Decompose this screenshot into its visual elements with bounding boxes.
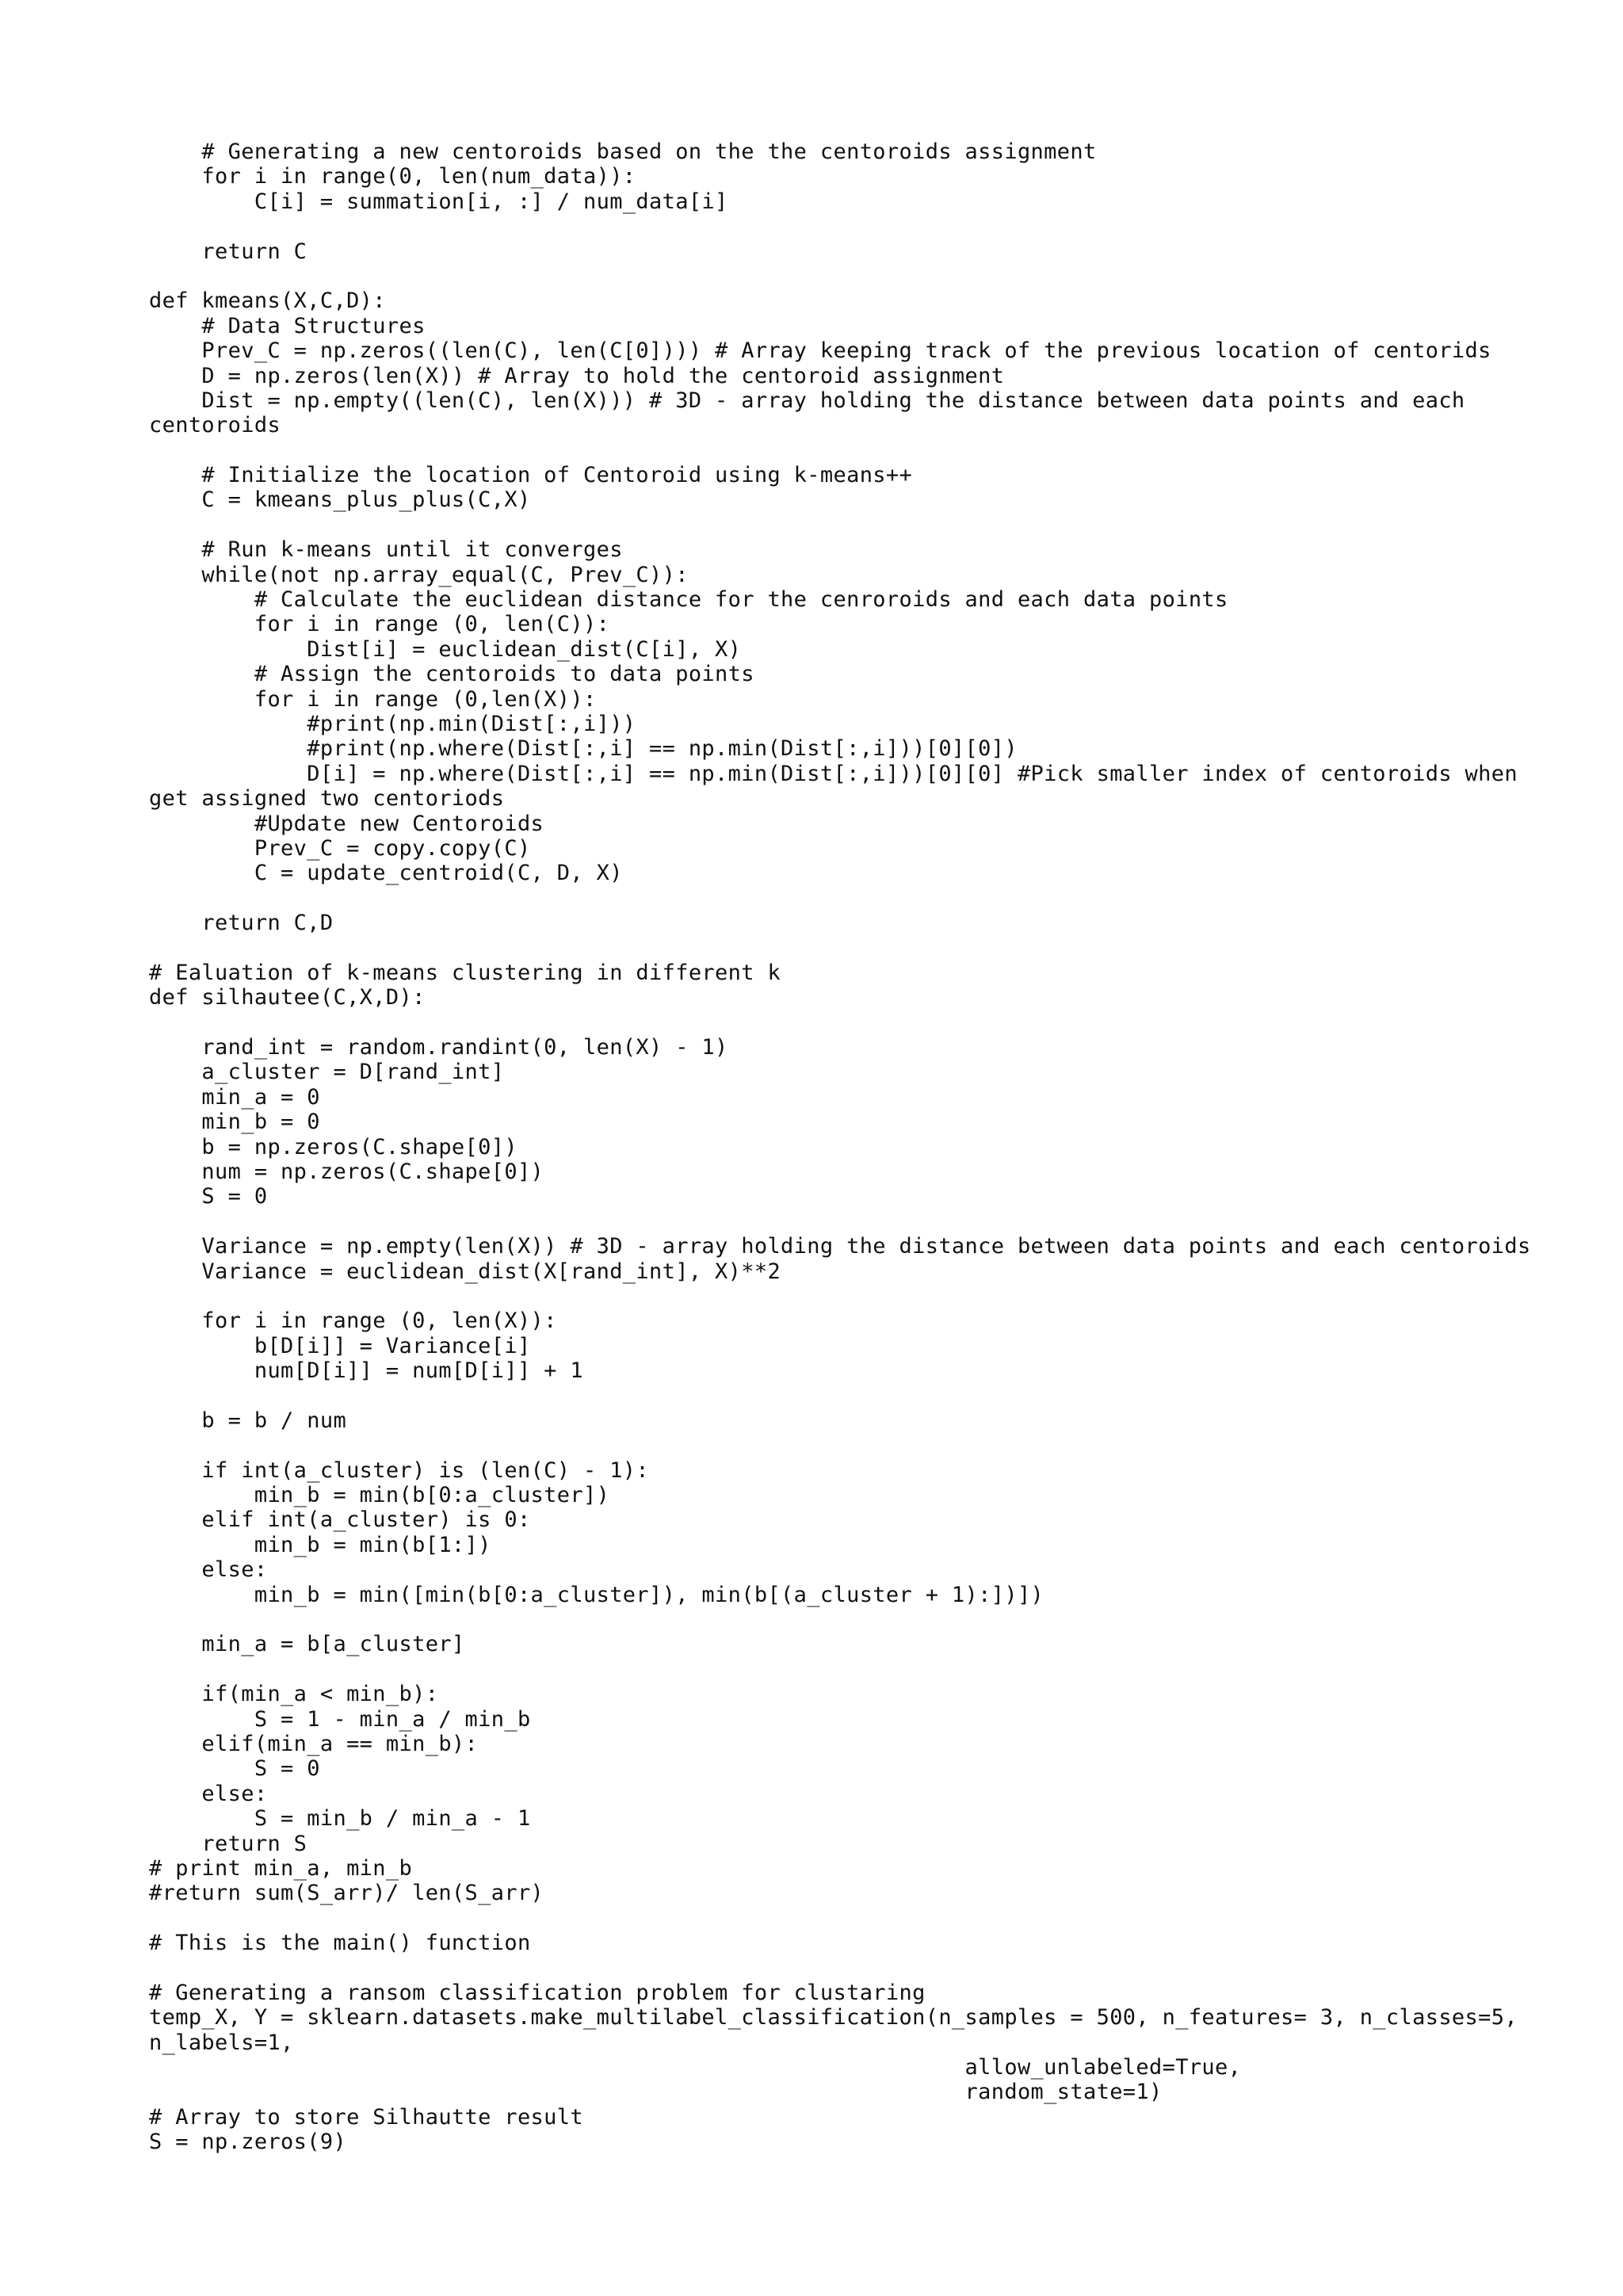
code-line: random_state=1): [149, 2080, 1163, 2105]
code-line: # Generating a ransom classification problem for clustaring: [149, 1980, 926, 2005]
code-line: [149, 1956, 1496, 1981]
code-line: # Ealuation of k-means clustering in different k: [149, 960, 781, 985]
code-line: # print min_a, min_b: [149, 1855, 413, 1881]
code-line: centoroids: [149, 413, 281, 438]
code-line: min_a = 0: [149, 1084, 320, 1110]
code-line: else:: [149, 1557, 268, 1583]
code-line: for i in range (0,len(X)):: [149, 686, 597, 712]
code-line: n_labels=1,: [149, 2030, 294, 2055]
code-line: min_b = min(b[0:a_cluster]): [149, 1483, 610, 1508]
code-line: min_b = min([min(b[0:a_cluster]), min(b[(a_cluster + 1):])]): [149, 1582, 1044, 1607]
code-line: # Calculate the euclidean distance for the cenroroids and each data points: [149, 587, 1228, 613]
code-line: def silhautee(C,X,D):: [149, 985, 426, 1010]
code-line: #Update new Centoroids: [149, 811, 544, 836]
code-line: S = 0: [149, 1184, 268, 1209]
code-line: elif(min_a == min_b):: [149, 1732, 479, 1756]
code-line: min_a = b[a_cluster]: [149, 1632, 465, 1657]
code-line: num = np.zeros(C.shape[0]): [149, 1159, 544, 1185]
code-line: [149, 1433, 1496, 1457]
code-line: C[i] = summation[i, :] / num_data[i]: [149, 189, 728, 214]
code-line: b[D[i]] = Variance[i]: [149, 1333, 531, 1358]
code-line: num[D[i]] = num[D[i]] + 1: [149, 1358, 583, 1384]
code-line: S = min_b / min_a - 1: [149, 1806, 531, 1832]
code-line: [149, 936, 1496, 961]
code-line: C = kmeans_plus_plus(C,X): [149, 487, 531, 513]
code-line: min_b = 0: [149, 1110, 320, 1135]
code-line: Dist = np.empty((len(C), len(X))) # 3D - array holding the distance between data points and each: [149, 388, 1465, 413]
code-line: # Initialize the location of Centoroid using k-means++: [149, 463, 913, 488]
code-line: Dist[i] = euclidean_dist(C[i], X): [149, 636, 742, 662]
code-line: # Run k-means until it converges: [149, 537, 623, 563]
code-line: for i in range (0, len(C)):: [149, 612, 610, 637]
code-line: return C,D: [149, 911, 334, 936]
code-line: else:: [149, 1781, 268, 1806]
code-line: Variance = euclidean_dist(X[rand_int], X)**2: [149, 1259, 781, 1284]
code-line: Prev_C = copy.copy(C): [149, 835, 531, 861]
code-line: rand_int = random.randint(0, len(X) - 1): [149, 1035, 728, 1060]
code-line: def kmeans(X,C,D):: [149, 288, 386, 314]
code-line: for i in range(0, len(num_data)):: [149, 164, 636, 189]
code-line: get assigned two centoriods: [149, 786, 505, 812]
code-line: D[i] = np.where(Dist[:,i] == np.min(Dist[:,i]))[0][0] #Pick smaller index of centoroids when: [149, 761, 1518, 786]
code-line: for i in range (0, len(X)):: [149, 1308, 557, 1334]
code-listing: [149, 139, 1531, 2155]
code-line: elif int(a_cluster) is 0:: [149, 1507, 531, 1533]
code-line: temp_X, Y = sklearn.datasets.make_multilabel_classification(n_samples = 500, n_features= 3, n_classes=5,: [149, 2005, 1518, 2030]
code-line: b = np.zeros(C.shape[0]): [149, 1134, 517, 1159]
code-line: while(not np.array_equal(C, Prev_C)):: [149, 562, 689, 587]
code-line: # This is the main() function: [149, 1931, 531, 1956]
code-line: # Generating a new centoroids based on the the centoroids assignment: [149, 139, 1097, 164]
code-line: S = 0: [149, 1756, 320, 1782]
code-line: [149, 438, 1496, 463]
code-line: [149, 1657, 1496, 1682]
code-line: D = np.zeros(len(X)) # Array to hold the centoroid assignment: [149, 363, 1005, 388]
code-line: [149, 1384, 1496, 1408]
code-line: S = 1 - min_a / min_b: [149, 1706, 531, 1732]
code-line: # Data Structures: [149, 313, 426, 338]
code-line: [149, 886, 1496, 911]
code-line: S = np.zeros(9): [149, 2130, 347, 2155]
code-line: min_b = min(b[1:]): [149, 1532, 491, 1557]
code-line: #return sum(S_arr)/ len(S_arr): [149, 1881, 544, 1906]
code-line: if(min_a < min_b):: [149, 1682, 439, 1707]
code-line: [149, 1284, 1496, 1308]
code-line: [149, 1209, 1496, 1234]
code-line: [149, 1607, 1496, 1632]
code-line: a_cluster = D[rand_int]: [149, 1060, 505, 1085]
code-line: #print(np.where(Dist[:,i] == np.min(Dist[:,i]))[0][0]): [149, 736, 1018, 762]
code-line: if int(a_cluster) is (len(C) - 1):: [149, 1457, 650, 1483]
code-line: [149, 1906, 1496, 1931]
code-line: [149, 1010, 1496, 1035]
code-line: [149, 264, 1496, 288]
code-line: C = update_centroid(C, D, X): [149, 861, 623, 886]
code-line: b = b / num: [149, 1408, 347, 1433]
code-line: allow_unlabeled=True,: [149, 2055, 1242, 2080]
code-line: [149, 513, 1496, 537]
code-line: Prev_C = np.zeros((len(C), len(C[0]))) # Array keeping track of the previous location of centorids: [149, 338, 1491, 364]
code-line: # Assign the centoroids to data points: [149, 662, 754, 687]
code-line: [149, 214, 1496, 239]
code-line: # Array to store Silhautte result: [149, 2104, 583, 2130]
code-line: return C: [149, 239, 307, 264]
code-line: Variance = np.empty(len(X)) # 3D - array holding the distance between data points and each centoroids: [149, 1234, 1531, 1259]
code-line: #print(np.min(Dist[:,i])): [149, 711, 636, 736]
code-line: return S: [149, 1831, 307, 1856]
